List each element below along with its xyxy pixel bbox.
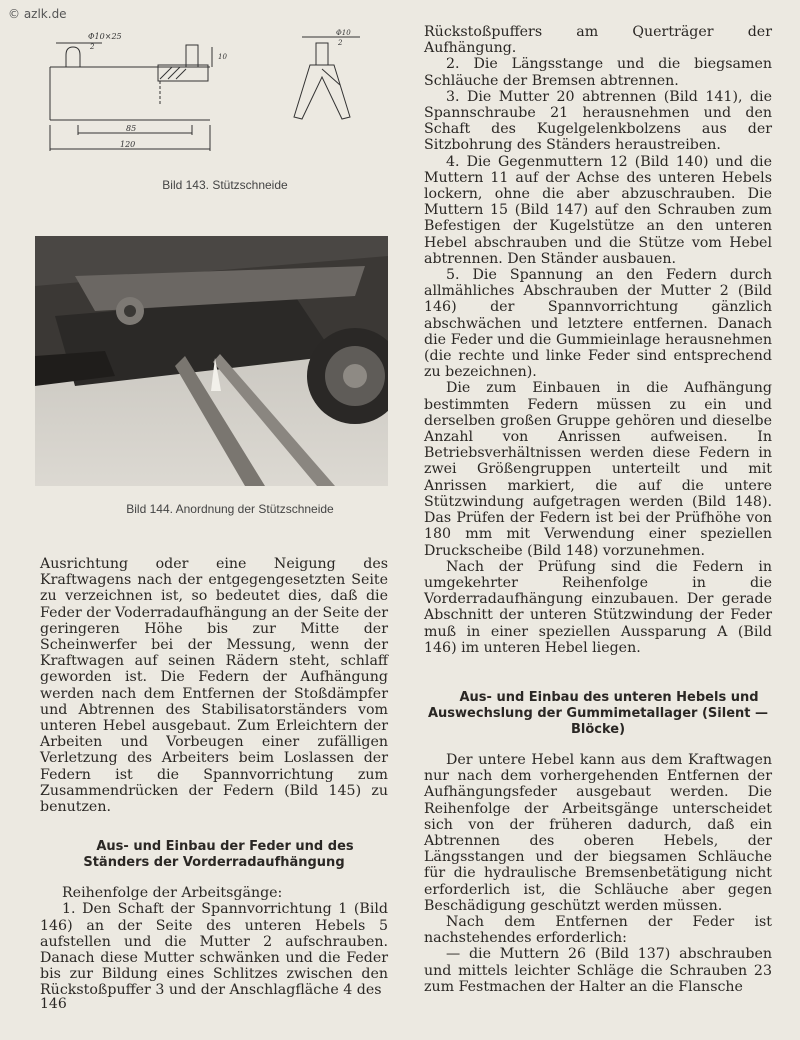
dim-side-2-label: 2 xyxy=(338,39,343,47)
dim-height-label: 10 xyxy=(218,53,227,61)
dim-120-label: 120 xyxy=(120,140,136,149)
right-paragraph-2: 2. Die Längsstange und die biegsamen Schläuche der Bremsen abtrennen. xyxy=(424,56,772,89)
right-paragraph-4: 4. Die Gegenmuttern 12 (Bild 140) und die Muttern 11 auf der Achse des unteren Hebels lockern, ohne die aber abzuschrauben. Die Muttern 15 (Bild 147) auf den Schrauben zum Befestigen der Kugelstütze an den unteren Hebel abschrauben und die Stütze vom Hebel abtrennen. Den Ständer ausbauen. xyxy=(424,153,772,267)
right-paragraph-8: Der untere Hebel kann aus dem Kraftwagen nur nach dem vorhergehenden Entfernen der Aufhängungsfeder ausgebaut werden. Die Reihenfolge der Arbeitsgänge unterscheidet sich von der früheren dadurch, daß ein Abtrennen des oberen Hebels, der Längsstangen und der biegsamen Schläuche für die hydraulische Bremsenbetätigung nicht erforderlich ist, die Schläuche aber gegen Beschädigung geschützt werden müssen. xyxy=(424,751,772,914)
figure-143-caption: Bild 143. Stützschneide xyxy=(162,178,288,192)
left-paragraph-3: 1. Den Schaft der Spannvorrichtung 1 (Bild 146) an der Seite des unteren Hebels 5 aufstellen und die Mutter 2 aufschrauben. Danach diese Mutter schwänken und die Feder bis zur Bildung eines Schlitzes zwischen den Rückstoßpuffer 3 und der Anschlagfläche 4 des xyxy=(40,901,388,999)
dim-side-dia-label: Φ10 xyxy=(336,29,351,37)
right-paragraph-10: — die Muttern 26 (Bild 137) abschrauben und mittels leichter Schläge die Schrauben 23 zum Festmachen der Halter an die Flansche xyxy=(424,946,772,995)
section-heading-1: Aus- und Einbau der Feder und des Ständers der Vorderradaufhängung xyxy=(83,839,354,871)
figure-143-drawing xyxy=(40,25,380,165)
dim-a-label: 2 xyxy=(90,43,95,51)
dim-85-label: 85 xyxy=(126,124,137,133)
right-paragraph-5: 5. Die Spannung an den Federn durch allmähliches Abschrauben der Mutter 2 (Bild 146) der Spannvorrichtung gänzlich abschwächen und letztere entfernen. Danach die Feder und die Gummieinlage herausnehmen (die rechte und linke Feder sind entsprechend zu bezeichnen). xyxy=(424,267,772,381)
right-column xyxy=(424,24,772,995)
figure-144-photo xyxy=(35,236,388,486)
right-paragraph-7: Nach der Prüfung sind die Federn in umgekehrter Reihenfolge in die Vorderradaufhängung einzubauen. Der gerade Abschnitt der unteren Stützwindung der Feder muß in einer speziellen Aussparung A (Bild 146) im unteren Hebel liegen. xyxy=(424,558,772,656)
right-paragraph-3: 3. Die Mutter 20 abtrennen (Bild 141), die Spannschraube 21 herausnehmen und den Schaft des Kugelgelenkbolzens aus der Sitzbohrung des Ständers heraustreiben. xyxy=(424,88,772,154)
figure-144-caption: Bild 144. Anordnung der Stützschneide xyxy=(126,502,334,516)
dim-hole-label: Φ10×25 xyxy=(88,32,122,41)
right-paragraph-1: Rückstoßpuffers am Querträger der Aufhängung. xyxy=(424,24,772,57)
section-heading-2: Aus- und Einbau des unteren Hebels und Auswechslung der Gummimetallager (Silent — Blöcke) xyxy=(427,689,769,737)
left-paragraph-1: Ausrichtung oder eine Neigung des Kraftwagens nach der entgegengesetzten Seite zu verzeichnen ist, so bedeutet dies, daß die Feder der Voderradaufhängung an der Seite der geringeren Höhe bis zur Mitte der Scheinwerfer bei der Messung, wenn der Kraftwagen auf seinen Rädern steht, schlaff geworden ist. Die Federn der Aufhängung werden nach dem Entfernen der Stoßdämpfer und Abtrennen des Stabilisatorständers vom unteren Hebel ausgebaut. Zum Erleichtern der Arbeiten und Vorbeugen einer zufälligen Verletzung des Arbeiters beim Loslassen der Federn ist die Spannvorrichtung zum Zusammendrücken der Federn (Bild 145) zu benutzen. xyxy=(40,556,388,816)
left-paragraph-2: Reihenfolge der Arbeitsgänge: xyxy=(62,885,283,902)
right-paragraph-9: Nach dem Entfernen der Feder ist nachstehendes erforderlich: xyxy=(424,913,772,947)
page-number: 146 xyxy=(40,996,67,1012)
left-column xyxy=(40,556,388,999)
watermark: © azlk.de xyxy=(8,7,67,21)
right-paragraph-6: Die zum Einbauen in die Aufhängung bestimmten Federn müssen zu ein und derselben großen Gruppe gehören und dieselbe Anzahl von Anrissen aufweisen. In Betriebsverhältnissen werden diese Federn in zwei Größengruppen unterteilt und mit Anrissen markiert, die auf die untere Stützwindung aufgetragen werden (Bild 148). Das Prüfen der Federn ist bei der Prüfhöhe von 180 mm mit Verwendung einer speziellen Druckscheibe (Bild 148) vorzunehmen. xyxy=(424,380,772,559)
